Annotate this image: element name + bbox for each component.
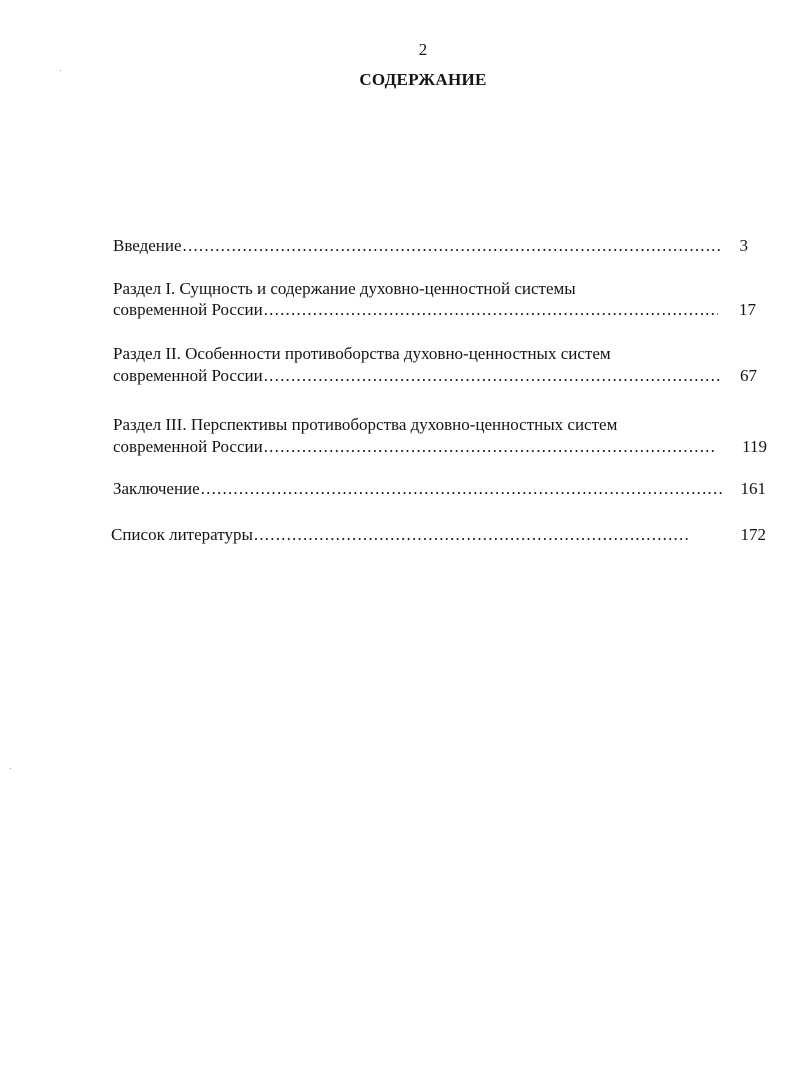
dot-leader [183, 235, 721, 257]
toc-entry-page-number: 161 [740, 479, 766, 498]
toc-entry-page-number: 3 [739, 236, 748, 255]
scan-speck [60, 70, 61, 71]
toc-entry-page-number: 17 [739, 300, 756, 319]
dot-leader [264, 436, 716, 458]
toc-entry-leader-line [113, 235, 721, 257]
toc-entry-title: Раздел II. Особенности противоборства духовно-ценностных систем [113, 344, 611, 363]
toc-entry-leader-line [111, 524, 689, 546]
toc-entry-page-number: 67 [740, 366, 757, 385]
toc-entry-leader-line [113, 478, 723, 500]
toc-entry-title: Введение [113, 236, 182, 255]
toc-entry-title-continuation: современной России [113, 366, 263, 385]
toc-entry-title: Раздел I. Сущность и содержание духовно-ценностной системы [113, 279, 576, 298]
toc-entry-title: Список литературы [111, 525, 253, 544]
dot-leader [254, 524, 689, 546]
toc-entry-leader-line [113, 299, 718, 321]
page-number: 2 [418, 40, 428, 59]
toc-entry-leader-line [113, 436, 716, 458]
document-title: СОДЕРЖАНИЕ [359, 70, 487, 89]
toc-entry-title: Заключение [113, 479, 200, 498]
dot-leader [264, 299, 718, 321]
toc-entry-title-continuation: современной России [113, 437, 263, 456]
scan-speck [10, 768, 11, 769]
dot-leader [264, 365, 720, 387]
dot-leader [201, 478, 723, 500]
toc-entry-page-number: 119 [742, 437, 767, 456]
toc-entry-leader-line [113, 365, 720, 387]
toc-entry-page-number: 172 [740, 525, 766, 544]
toc-entry-title: Раздел III. Перспективы противоборства духовно-ценностных систем [113, 415, 618, 434]
toc-entry-title-continuation: современной России [113, 300, 263, 319]
